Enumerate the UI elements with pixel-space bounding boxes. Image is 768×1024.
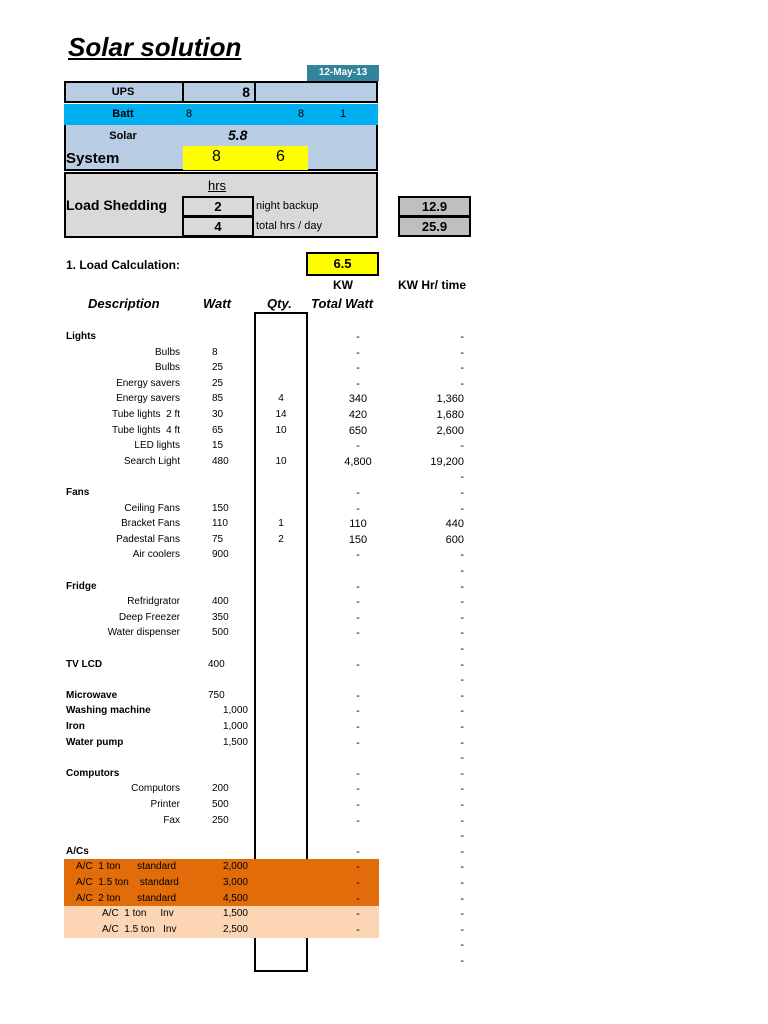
watt-cell: 200 xyxy=(212,783,229,795)
item-description: Deep Freezer xyxy=(118,611,180,623)
kwhr-cell: - xyxy=(460,752,464,765)
solar-value: 5.8 xyxy=(228,127,248,143)
total-watt-cell: - xyxy=(356,908,360,921)
kwhr-cell: - xyxy=(460,502,464,515)
item-description: Bulbs xyxy=(154,346,180,358)
kwhr-cell: - xyxy=(460,705,464,718)
category-label: Computors xyxy=(66,767,120,779)
watt-cell: 480 xyxy=(212,455,229,467)
item-description: Energy savers xyxy=(116,377,180,389)
night-backup-label: night backup xyxy=(256,200,319,212)
table-row xyxy=(0,813,768,829)
night-backup-input[interactable]: 2 xyxy=(182,196,254,217)
table-row xyxy=(0,579,768,595)
table-row xyxy=(0,641,768,657)
ac-description: A/C 2 ton standard xyxy=(76,892,177,904)
watt-cell: 85 xyxy=(212,393,224,405)
system-label: System xyxy=(66,150,120,167)
total-watt-cell: - xyxy=(356,596,360,609)
watt-cell: 1,000 xyxy=(222,705,248,717)
total-watt-cell: - xyxy=(356,736,360,749)
table-row xyxy=(0,657,768,673)
qty-cell[interactable]: 2 xyxy=(278,533,284,545)
watt-cell: 1,500 xyxy=(222,908,248,920)
watt-cell: 65 xyxy=(212,424,224,436)
kwhr-cell: - xyxy=(460,923,464,936)
item-description: Bracket Fans xyxy=(121,518,180,530)
watt-cell: 250 xyxy=(212,814,229,826)
kwhr-cell: - xyxy=(460,674,464,687)
total-hrs-input[interactable]: 4 xyxy=(182,216,254,237)
kwhr-cell: - xyxy=(460,658,464,671)
total-watt-cell: 650 xyxy=(348,424,368,437)
total-watt-cell: - xyxy=(356,331,360,343)
table-row xyxy=(0,781,768,797)
kwhr-cell: 19,200 xyxy=(430,455,464,468)
load-shedding-label: Load Shedding xyxy=(66,197,168,213)
total-watt-cell: 110 xyxy=(349,518,367,531)
table-row xyxy=(0,469,768,485)
category-label: Water pump xyxy=(66,736,124,748)
watt-cell: 3,000 xyxy=(222,877,248,888)
qty-cell[interactable]: 4 xyxy=(278,393,284,405)
batt-value-1: 8 xyxy=(186,108,193,120)
watt-cell: 350 xyxy=(212,611,229,623)
kwhr-cell: - xyxy=(460,814,464,827)
kwhr-cell: - xyxy=(460,877,464,889)
table-row xyxy=(0,688,768,704)
watt-cell: 2,000 xyxy=(222,861,248,873)
table-row xyxy=(0,844,768,860)
qty-cell[interactable]: 1 xyxy=(278,518,284,530)
kwhr-cell: - xyxy=(460,565,464,577)
watt-cell: 1,000 xyxy=(222,721,248,732)
total-watt-cell: - xyxy=(356,346,360,359)
category-label: Microwave xyxy=(66,689,118,701)
total-watt-cell: 150 xyxy=(348,533,368,546)
watt-cell: 500 xyxy=(212,627,229,639)
table-row xyxy=(0,329,768,345)
table-row xyxy=(0,376,768,392)
table-row xyxy=(0,423,768,439)
ups-label: UPS xyxy=(111,86,135,98)
total-watt-cell: - xyxy=(356,549,360,562)
kwhr-cell: - xyxy=(460,939,464,952)
item-description: Water dispenser xyxy=(107,627,180,639)
date-cell: 12-May-13 xyxy=(307,65,379,81)
table-row xyxy=(0,953,768,969)
watt-cell: 2,500 xyxy=(222,923,248,935)
table-row xyxy=(0,547,768,563)
table-row xyxy=(0,501,768,517)
category-label: Fridge xyxy=(66,580,97,592)
item-description: Computors xyxy=(131,783,180,795)
watt-cell: 750 xyxy=(208,689,225,701)
watt-cell: 110 xyxy=(212,518,228,530)
item-description: Padestal Fans xyxy=(116,533,180,545)
qty-cell[interactable]: 14 xyxy=(275,409,287,420)
watt-header: Watt xyxy=(203,296,231,311)
kwhr-cell: - xyxy=(460,799,464,811)
kwhr-cell: - xyxy=(460,908,464,921)
total-hrs-result: 25.9 xyxy=(398,216,471,237)
total-watt-cell: 340 xyxy=(348,393,368,406)
watt-cell: 500 xyxy=(212,799,229,810)
table-row xyxy=(0,922,768,938)
table-row xyxy=(0,345,768,361)
total-watt-cell: - xyxy=(356,705,360,718)
table-row xyxy=(0,703,768,719)
ups-value[interactable]: 8 xyxy=(182,81,256,103)
total-watt-cell: - xyxy=(356,627,360,640)
item-description: LED lights xyxy=(134,440,180,452)
system-value-1: 8 xyxy=(212,148,221,165)
table-row xyxy=(0,875,768,891)
total-watt-cell: - xyxy=(356,580,360,593)
total-watt-cell: - xyxy=(356,799,360,811)
kwhr-header: KW Hr/ time xyxy=(398,278,467,292)
kwhr-cell: - xyxy=(460,767,464,780)
table-row xyxy=(0,391,768,407)
table-row xyxy=(0,828,768,844)
kwhr-cell: - xyxy=(460,861,464,874)
batt-label: Batt xyxy=(112,108,134,120)
ac-description: A/C 1.5 ton Inv xyxy=(102,923,177,935)
kwhr-cell: - xyxy=(460,689,464,702)
watt-cell: 25 xyxy=(212,377,224,389)
kwhr-cell: - xyxy=(460,596,464,609)
watt-cell: 1,500 xyxy=(222,736,248,748)
watt-cell: 150 xyxy=(212,502,229,514)
kwhr-cell: - xyxy=(460,643,464,655)
item-description: Bulbs xyxy=(154,362,180,374)
kwhr-cell: 1,360 xyxy=(436,393,464,406)
category-label: Iron xyxy=(66,721,85,732)
table-row xyxy=(0,766,768,782)
batt-value-3: 1 xyxy=(340,108,347,120)
kwhr-cell: - xyxy=(460,377,464,390)
table-row xyxy=(0,891,768,907)
total-watt-cell: - xyxy=(356,814,360,827)
qty-cell[interactable]: 10 xyxy=(275,455,287,467)
kwhr-cell: - xyxy=(460,783,464,796)
total-watt-cell: - xyxy=(356,487,360,499)
table-row xyxy=(0,485,768,501)
qty-header: Qty. xyxy=(267,296,292,311)
table-row xyxy=(0,735,768,751)
batt-value-2: 8 xyxy=(298,108,305,120)
watt-cell: 30 xyxy=(212,409,224,420)
total-watt-cell: - xyxy=(356,783,360,796)
item-description: Tube lights 2 ft xyxy=(112,409,180,420)
table-row xyxy=(0,672,768,688)
total-watt-cell: 4,800 xyxy=(344,455,372,468)
table-row xyxy=(0,407,768,423)
item-description: Tube lights 4 ft xyxy=(112,424,180,436)
total-watt-cell: - xyxy=(356,611,360,624)
total-watt-cell: - xyxy=(356,658,360,671)
load-calc-label: 1. Load Calculation: xyxy=(66,258,181,272)
kwhr-cell: - xyxy=(460,362,464,375)
total-watt-cell: - xyxy=(356,892,360,905)
kwhr-cell: 600 xyxy=(445,533,464,546)
qty-cell[interactable]: 10 xyxy=(275,424,287,436)
kwhr-cell: - xyxy=(460,736,464,749)
night-backup-result: 12.9 xyxy=(398,196,471,217)
kwhr-cell: - xyxy=(460,627,464,640)
ac-description: A/C 1.5 ton standard xyxy=(76,877,179,888)
total-watt-cell: - xyxy=(356,362,360,375)
table-row xyxy=(0,594,768,610)
table-row xyxy=(0,797,768,813)
item-description: Fax xyxy=(163,814,180,826)
item-description: Refridgrator xyxy=(127,596,180,608)
kwhr-cell: - xyxy=(460,611,464,624)
item-description: Search Light xyxy=(123,455,180,467)
item-description: Printer xyxy=(150,799,180,810)
watt-cell: 900 xyxy=(212,549,229,561)
kwhr-cell: - xyxy=(460,346,464,359)
kwhr-cell: 2,600 xyxy=(436,424,464,437)
kwhr-cell: - xyxy=(460,830,464,843)
table-row xyxy=(0,532,768,548)
system-highlight xyxy=(183,146,308,170)
solar-label: Solar xyxy=(109,130,137,142)
item-description: Ceiling Fans xyxy=(124,502,180,514)
table-row xyxy=(0,454,768,470)
kw-header: KW xyxy=(333,278,353,292)
watt-cell: 400 xyxy=(212,596,229,608)
hrs-label: hrs xyxy=(208,178,227,193)
kwhr-cell: - xyxy=(460,471,464,484)
load-calc-value: 6.5 xyxy=(306,252,379,276)
category-label: A/Cs xyxy=(66,845,89,857)
kwhr-cell: - xyxy=(460,331,464,343)
total-watt-cell: - xyxy=(356,440,360,453)
table-row xyxy=(0,859,768,875)
table-row xyxy=(0,563,768,579)
description-header: Description xyxy=(88,296,160,311)
total-watt-cell: - xyxy=(356,689,360,702)
page-title: Solar solution xyxy=(68,32,242,62)
table-row xyxy=(0,438,768,454)
watt-cell: 4,500 xyxy=(222,892,248,904)
kwhr-cell: - xyxy=(460,721,464,733)
kwhr-cell: - xyxy=(460,955,464,967)
kwhr-cell: - xyxy=(460,580,464,593)
total-watt-cell: 420 xyxy=(348,409,368,421)
total-watt-cell: - xyxy=(356,923,360,936)
total-watt-cell: - xyxy=(356,861,360,874)
item-description: Air coolers xyxy=(132,549,180,561)
kwhr-cell: 1,680 xyxy=(436,409,464,421)
total-watt-cell: - xyxy=(356,721,360,733)
category-label: Lights xyxy=(66,331,96,342)
kwhr-cell: - xyxy=(460,549,464,562)
watt-cell: 25 xyxy=(212,362,224,374)
watt-cell: 8 xyxy=(212,346,218,358)
table-row xyxy=(0,610,768,626)
kwhr-cell: - xyxy=(460,892,464,905)
total-watt-cell: - xyxy=(356,845,360,858)
ac-description: A/C 1 ton standard xyxy=(76,861,177,873)
watt-cell: 15 xyxy=(212,440,224,452)
table-row xyxy=(0,360,768,376)
total-watt-header: Total Watt xyxy=(311,296,374,311)
category-label: Washing machine xyxy=(66,705,151,717)
table-row xyxy=(0,906,768,922)
total-watt-cell: - xyxy=(356,877,360,889)
category-label: Fans xyxy=(66,487,90,498)
table-row xyxy=(0,937,768,953)
total-watt-cell: - xyxy=(356,502,360,515)
table-row xyxy=(0,750,768,766)
table-row xyxy=(0,719,768,735)
item-description: Energy savers xyxy=(116,393,180,405)
table-row xyxy=(0,625,768,641)
watt-cell: 75 xyxy=(212,533,224,545)
kwhr-cell: 440 xyxy=(445,518,464,531)
ac-description: A/C 1 ton Inv xyxy=(102,908,174,920)
watt-cell: 400 xyxy=(208,658,225,670)
table-row xyxy=(0,516,768,532)
category-label: TV LCD xyxy=(66,658,103,670)
kwhr-cell: - xyxy=(460,440,464,453)
total-watt-cell: - xyxy=(356,377,360,390)
system-value-2: 6 xyxy=(276,148,285,165)
total-hrs-label: total hrs / day xyxy=(256,220,323,232)
kwhr-cell: - xyxy=(460,845,464,858)
kwhr-cell: - xyxy=(460,487,464,499)
total-watt-cell: - xyxy=(356,767,360,780)
